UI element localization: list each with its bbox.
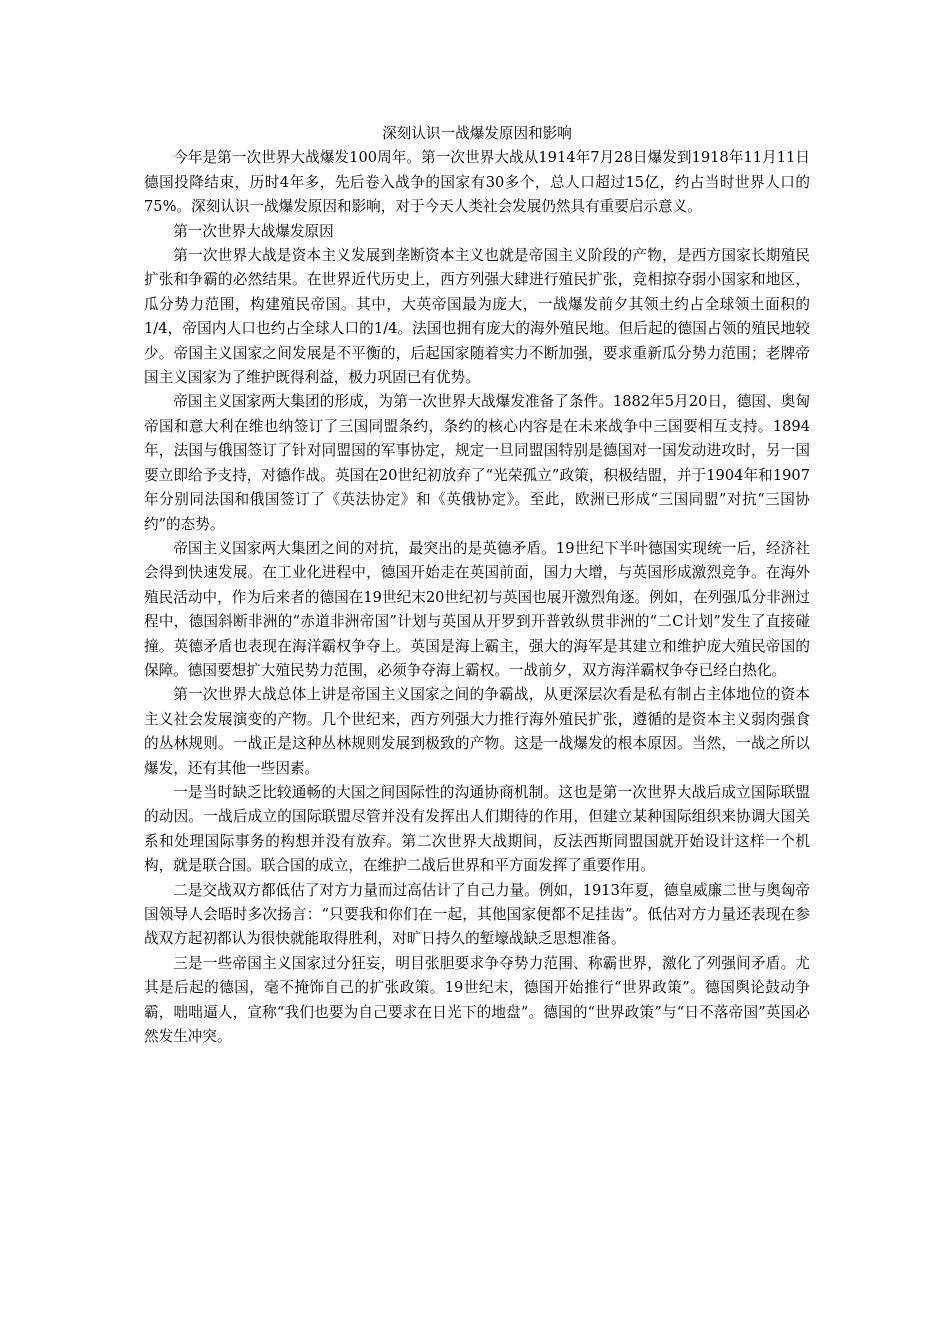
section-heading: 第一次世界大战爆发原因 — [173, 222, 334, 240]
document-page — [144, 122, 810, 1049]
paragraph-anglo-german-rivalry: 帝国主义国家两大集团之间的对抗，最突出的是英德矛盾。19世纪下半叶德国实现统一后，经济社会得到快速发展。在工业化进程中，德国开始走在英国前面，国力大增，与英国形成激烈竞争。在海外殖民活动中，作为后来者的德国在19世纪末20世纪初与英国也展开激烈角逐。例如，在列强瓜分非洲过程中，德国斜断非洲的“赤道非洲帝国”计划与英国从开罗到开普敦纵贯非洲的“二C计划”发生了直接碰撞。英德矛盾也表现在海洋霸权争夺上。英国是海上霸主，强大的海军是其建立和维护庞大殖民帝国的保障。德国要想扩大殖民势力范围，必须争夺海上霸权。一战前夕，双方海洋霸权争夺已经白热化。 — [144, 539, 810, 679]
paragraph-imperialism: 第一次世界大战是资本主义发展到垄断资本主义也就是帝国主义阶段的产物，是西方国家长期殖民扩张和争霸的必然结果。在世界近代历史上，西方列强大肆进行殖民扩张，竞相掠夺弱小国家和地区，瓜分势力范围，构建殖民帝国。其中，大英帝国最为庞大，一战爆发前夕其领土约占全球领土面积的1/4，帝国内人口也约占全球人口的1/4。法国也拥有庞大的海外殖民地。但后起的德国占领的殖民地较少。帝国主义国家之间发展是不平衡的，后起国家随着实力不断加强，要求重新瓜分势力范围；老牌帝国主义国家为了维护既得利益，极力巩固已有优势。 — [144, 247, 810, 387]
paragraph-alliances: 帝国主义国家两大集团的形成，为第一次世界大战爆发准备了条件。1882年5月20日，德国、奥匈帝国和意大利在维也纳签订了三国同盟条约，条约的核心内容是在未来战争中三国要相互支持。1894年，法国与俄国签订了针对同盟国的军事协定，规定一旦同盟国特别是德国对一国发动进攻时，另一国要立即给予支持，对德作战。英国在20世纪初放弃了“光荣孤立”政策，积极结盟，并于1904年和1907年分别同法国和俄国签订了《英法协定》和《英俄协定》。至此，欧洲已形成“三国同盟”对抗“三国协约”的态势。 — [144, 393, 810, 533]
paragraph-reason-one: 一是当时缺乏比较通畅的大国之间国际性的沟通协商机制。这也是第一次世界大战后成立国际联盟的动因。一战后成立的国际联盟尽管并没有发挥出人们期待的作用，但建立某种国际组织来协调大国关系和处理国际事务的构想并没有放弃。第二次世界大战期间，反法西斯同盟国就开始设计这样一个机构，就是联合国。联合国的成立，在维护二战后世界和平方面发挥了重要作用。 — [144, 783, 810, 875]
paragraph-reason-three: 三是一些帝国主义国家过分狂妄，明目张胆要求争夺势力范围、称霸世界，激化了列强间矛盾。尤其是后起的德国，毫不掩饰自己的扩张政策。19世纪末，德国开始推行“世界政策”。德国舆论鼓动争霸，咄咄逼人，宣称“我们也要为自己要求在日光下的地盘”。德国的“世界政策”与“日不落帝国”英国必然发生冲突。 — [144, 954, 810, 1046]
paragraph-intro: 今年是第一次世界大战爆发100周年。第一次世界大战从1914年7月28日爆发到1918年11月11日德国投降结束，历时4年多，先后卷入战争的国家有30多个，总人口超过15亿，约占当时世界人口的75%。深刻认识一战爆发原因和影响，对于今天人类社会发展仍然具有重要启示意义。 — [144, 149, 810, 216]
paragraph-reason-two: 二是交战双方都低估了对方力量而过高估计了自己力量。例如，1913年夏，德皇威廉二世与奥匈帝国领导人会晤时多次扬言：“只要我和你们在一起，其他国家便都不足挂齿”。低估对方力量还表现在参战双方起初都认为很快就能取得胜利，对旷日持久的堑壕战缺乏思想准备。 — [144, 881, 810, 948]
paragraph-root-cause: 第一次世界大战总体上讲是帝国主义国家之间的争霸战，从更深层次看是私有制占主体地位的资本主义社会发展演变的产物。几个世纪来，西方列强大力推行海外殖民扩张，遵循的是资本主义弱肉强食的丛林规则。一战正是这种丛林规则发展到极致的产物。这是一战爆发的根本原因。当然，一战之所以爆发，还有其他一些因素。 — [144, 686, 810, 777]
document-title: 深刻认识一战爆发原因和影响 — [382, 125, 572, 142]
